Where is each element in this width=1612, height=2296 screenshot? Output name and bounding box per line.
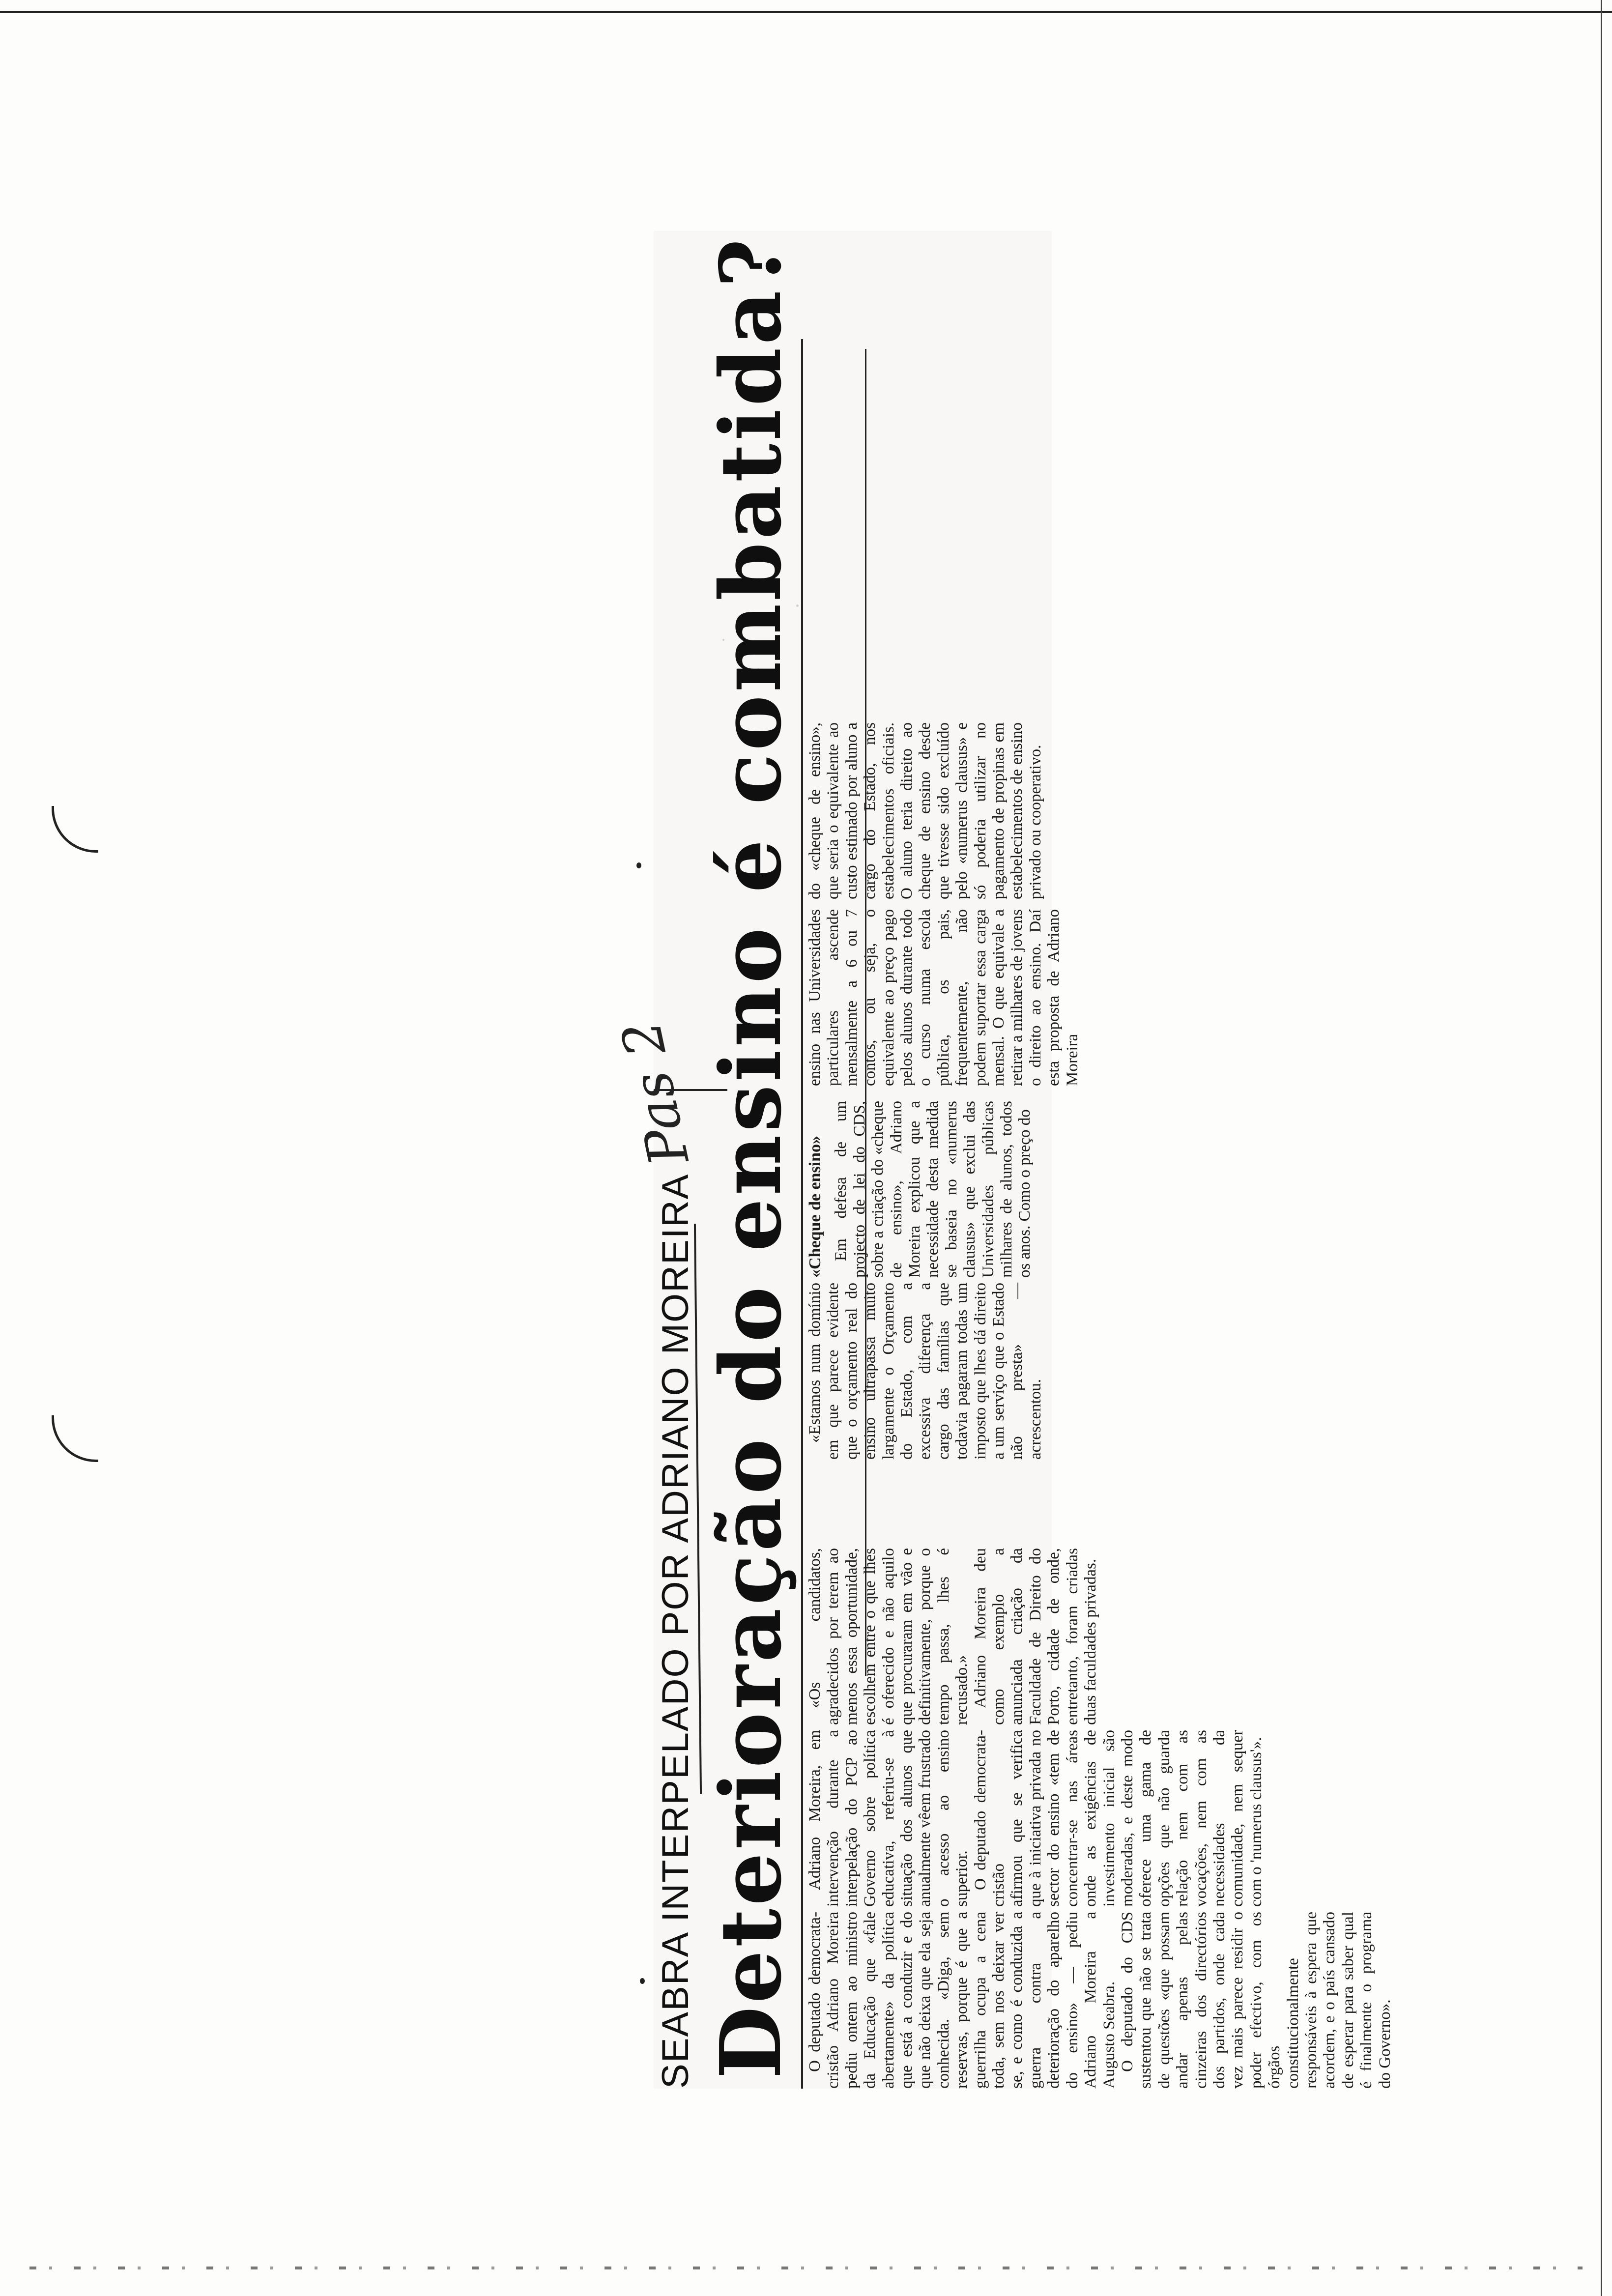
paragraph: O deputado democrata-cristão Adriano Moreira pediu ontem ao ministro da Educação que «fale abertamente» da política que está a conduzir e do que não deixa que ela seja conhecida. «Diga, sem reservas, porque é que a guerrilha ocupa a cena toda, sem nos deixar ver se, e como é conduzida a guerra contra a deterioração do aparelho do ensino» — pediu Adriano Moreira a Augusto Seabra. <box>806 1912 1118 2089</box>
ink-dot <box>636 862 641 868</box>
article-kicker: SEABRA INTERPELADO POR ADRIANO MOREIRA <box>655 1173 696 2089</box>
article-column-1 <box>806 1912 1394 2089</box>
paragraph: Adriano Moreira, em intervenção durante a interpelação do PCP ao Governo sobre política educativa, referiu-se à situação dos alunos que anualmente vêem frustrado o acesso ao ensino superior. <box>806 1730 971 1907</box>
paragraph: do «cheque de ensino», que seria o equivalente ao custo estimado por aluno a cargo do Estado, nos estabelecimentos oficiais. O aluno teria direito ao cheque de ensino desde que tivesse sido excluído pelo «numerus clausus» e só poderia utilizar no pagamento de propinas em estabelecimentos de ensino privado ou cooperativo. <box>806 722 1044 899</box>
paragraph: O deputado do CDS sustentou que não se trata de questões «que possam andar apenas pelas cinzeiras dos directórios dos partidos, onde cada vez mais parece residir o poder efectivo, com os órgãos constitucionalmente responsáveis à espera que acordem, e o país cansado de esperar para saber qual é finalmente o programa do Governo». <box>1118 1912 1394 2089</box>
paragraph: Em defesa de um projecto de lei do CDS, sobre a criação do «cheque de ensino», Adriano Moreira explicou que a necessidade desta medida se baseia no «numerus clausus» que exclui das Universidades públicas milhares de alunos, todos os anos. Como o preço do <box>832 1101 1034 1278</box>
paragraph: Adriano Moreira deu como exemplo a anunciada criação da Faculdade de Direito do Porto, cidade de onde, entretanto, foram criadas duas faculdades privadas. <box>971 1548 1100 1725</box>
punch-hole-mark <box>52 1415 98 1462</box>
handwritten-note: Pas 2 <box>609 1015 701 1171</box>
top-scan-edge <box>0 11 1612 13</box>
article-column-6 <box>806 909 1081 1086</box>
paragraph: «Os candidatos, agradecidos por terem ao menos essa oportunidade, escolhem entre o que lhes é oferecido e não aquilo que procuraram em vão e definitivamente, porque o tempo passa, lhes é recusado.» <box>806 1548 971 1725</box>
article-column-2 <box>806 1730 1265 1907</box>
paragraph: ensino nas Universidades particulares ascende mensalmente a 6 ou 7 contos, ou seja, o equivalente ao preço pago pelos alunos durante todo o curso numa escola pública, os pais, frequentemente, não podem suportar essa carga mensal. O que equivale a retirar a milhares de jovens o direito ao ensino. Daí esta proposta de Adriano Moreira <box>806 909 1081 1086</box>
punch-hole-mark <box>52 806 98 853</box>
headline-rule <box>801 339 803 2089</box>
article-column-3 <box>806 1548 1100 1725</box>
paragraph: «Estamos num domínio em que parece evidente que o orçamento real do ensino ultrapassa muito largamente o Orçamento do Estado, com a excessiva diferença a cargo das famílias que todavia pagaram todas um imposto que lhes dá direito a um serviço que o Estado não presta» — acrescentou. <box>806 1283 1044 1460</box>
paragraph: O deputado democrata-cristão <box>971 1730 1008 1907</box>
article-subhead: «Cheque de ensino» <box>806 1135 824 1278</box>
article-column-5 <box>806 1101 1034 1278</box>
ink-dot <box>640 1978 645 1984</box>
article-headline: Deterioração do ensino é combatida? <box>702 235 800 2079</box>
right-scan-edge <box>1601 0 1602 2296</box>
article-column-7 <box>806 722 1044 899</box>
article-column-4 <box>806 1283 1044 1460</box>
bottom-scan-noise <box>29 2267 1583 2269</box>
newspaper-clipping <box>609 231 1394 2089</box>
paragraph: afirmou que se verifica que à iniciativa privada no sector do ensino «tem de concentrar-se nas áreas onde as exigências de investimento inicial são moderadas, e deste modo oferece uma gama de opções que não guarda relação nem com as vocações, nem com as necessidades da comunidade, nem sequer com o 'numerus clausus'». <box>1008 1730 1265 1907</box>
